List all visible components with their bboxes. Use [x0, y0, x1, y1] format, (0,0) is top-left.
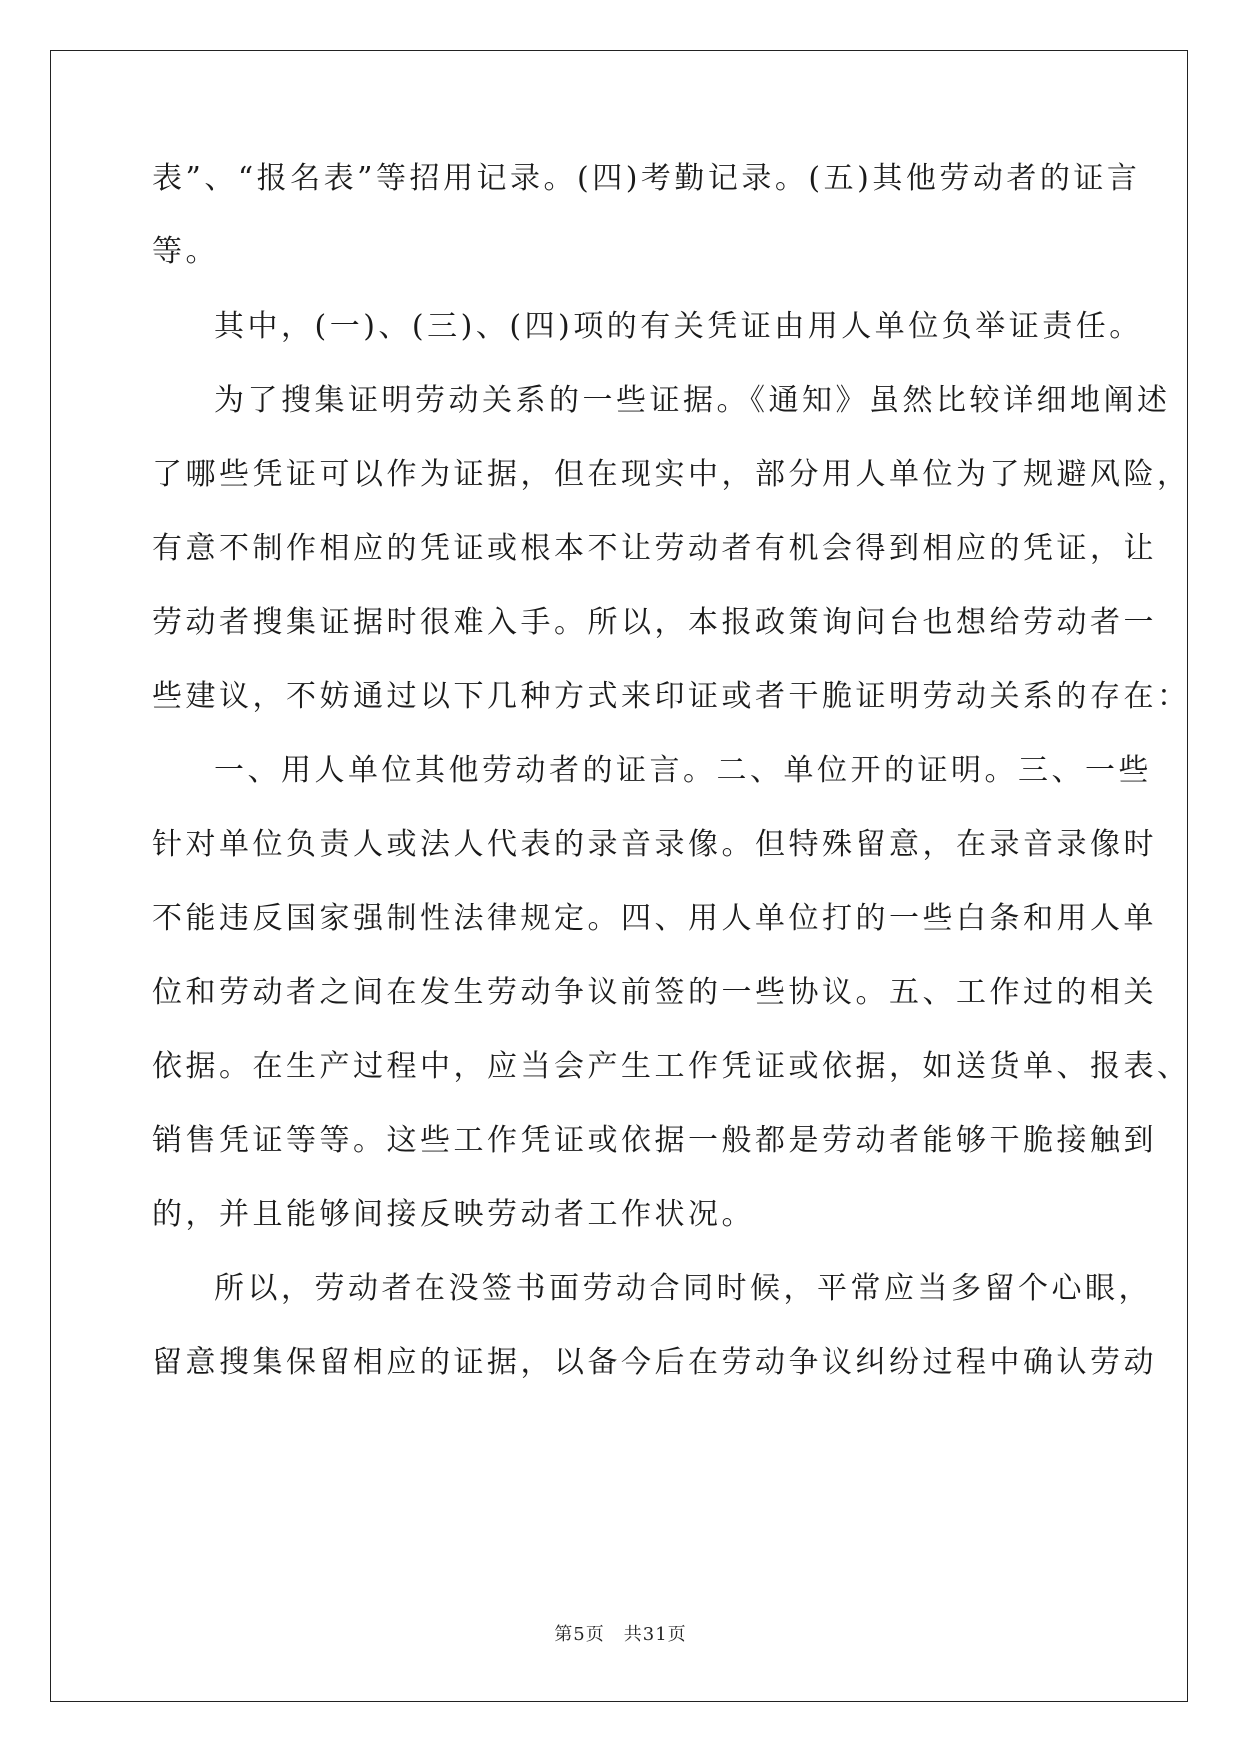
- text-line: 的，并且能够间接反映劳动者工作状况。: [152, 1197, 755, 1232]
- paragraph-start: 一、用人单位其他劳动者的证言。二、单位开的证明。三、一些: [214, 753, 1152, 788]
- text-line: 销售凭证等等。这些工作凭证或依据一般都是劳动者能够干脆接触到: [152, 1123, 1157, 1158]
- paragraph-start: 其中，(一)、(三)、(四)项的有关凭证由用人单位负举证责任。: [214, 309, 1143, 344]
- paragraph-start: 所以，劳动者在没签书面劳动合同时候，平常应当多留个心眼，: [214, 1271, 1152, 1306]
- text-line: 表”、“报名表”等招用记录。(四)考勤记录。(五)其他劳动者的证言: [152, 161, 1141, 196]
- text-line: 劳动者搜集证据时很难入手。所以，本报政策询问台也想给劳动者一: [152, 605, 1157, 640]
- page-border: [50, 50, 1188, 1702]
- text-line: 依据。在生产过程中，应当会产生工作凭证或依据，如送货单、报表、: [152, 1049, 1191, 1084]
- paragraph-start: 为了搜集证明劳动关系的一些证据。《通知》虽然比较详细地阐述: [214, 383, 1171, 418]
- text-line: 留意搜集保留相应的证据，以备今后在劳动争议纠纷过程中确认劳动: [152, 1345, 1157, 1380]
- text-line: 了哪些凭证可以作为证据，但在现实中，部分用人单位为了规避风险，: [152, 457, 1191, 492]
- page-number: 第5页 共31页: [554, 1624, 687, 1645]
- text-line: 有意不制作相应的凭证或根本不让劳动者有机会得到相应的凭证，让: [152, 531, 1157, 566]
- text-line: 不能违反国家强制性法律规定。四、用人单位打的一些白条和用人单: [152, 901, 1157, 936]
- text-line: 位和劳动者之间在发生劳动争议前签的一些协议。五、工作过的相关: [152, 975, 1157, 1010]
- text-line: 针对单位负责人或法人代表的录音录像。但特殊留意，在录音录像时: [152, 827, 1157, 862]
- text-line: 等。: [152, 234, 219, 269]
- text-line: 些建议，不妨通过以下几种方式来印证或者干脆证明劳动关系的存在：: [152, 679, 1191, 714]
